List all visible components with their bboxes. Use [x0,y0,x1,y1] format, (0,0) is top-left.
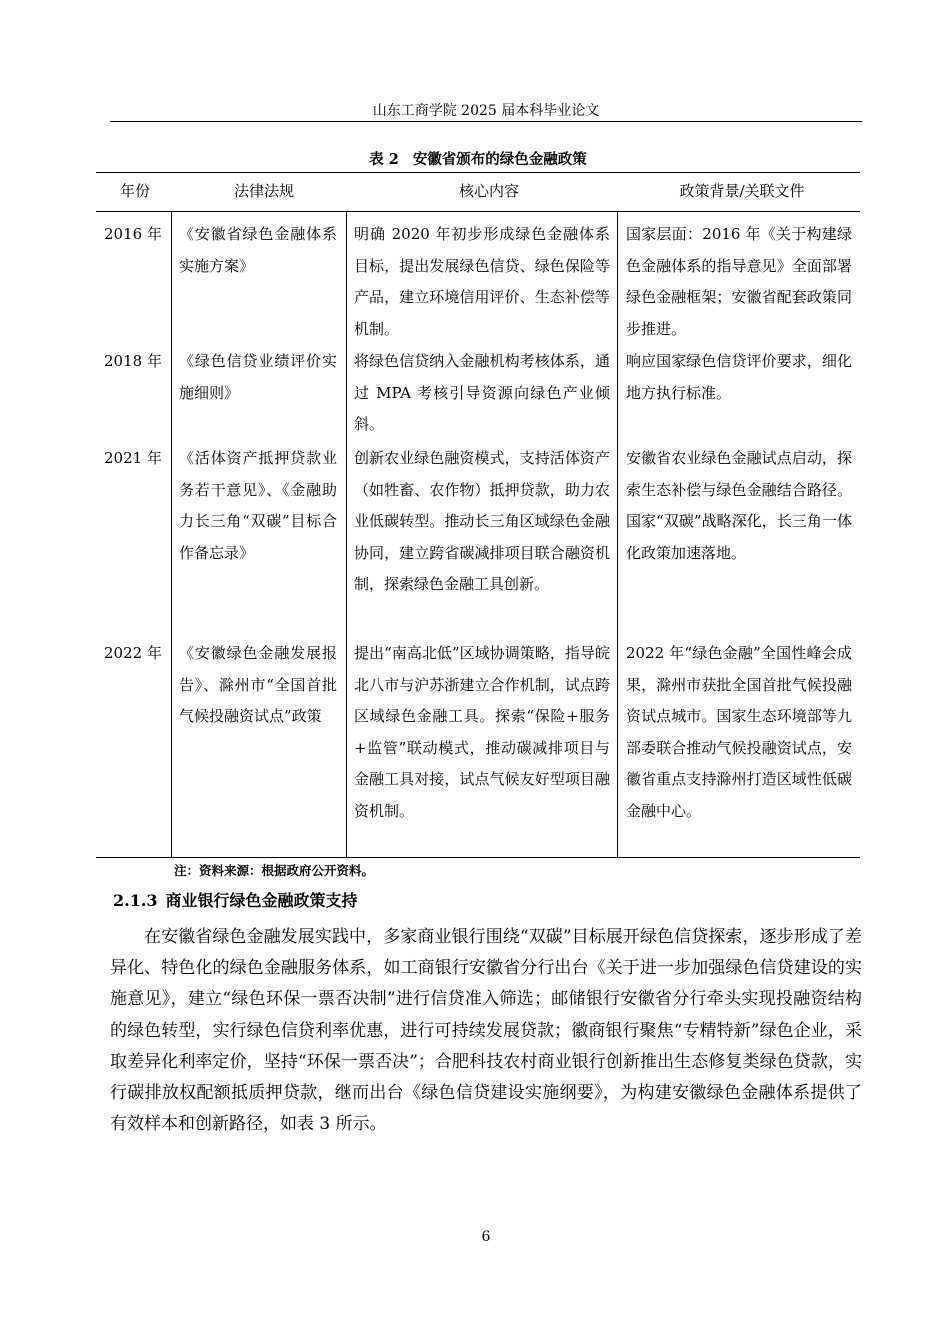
column-divider [346,212,347,858]
table-caption-title: 安徽省颁布的绿色金融政策 [412,151,587,168]
table-cell-core: 提出“南高北低”区域协调策略，指导皖北八市与沪苏浙建立合作机制，试点跨区域绿色金融工具。探索“保险+服务+监管”联动模式，推动碳减排项目与金融工具对接，试点气候友好型项目融资机制。 [354,644,610,820]
column-divider [171,212,172,858]
table-cell-year: 2022 年 [104,644,162,662]
column-divider [617,212,618,858]
table-caption-number: 表 2 [369,151,399,168]
table-cell-background: 安徽省农业绿色金融试点启动，探索生态补偿与绿色金融结合路径。国家“双碳”战略深化，长三角一体化政策加速落地。 [626,449,852,562]
table-note: 注：资料来源：根据政府公开资料。 [174,863,375,878]
table-cell-background: 2022 年“绿色金融”全国性峰会成果，滁州市获批全国首批气候投融资试点城市。国家生态环境部等九部委联合推动气候投融资试点，安徽省重点支持滁州打造区域性低碳金融中心。 [626,644,852,820]
column-header-core: 核心内容 [458,182,519,200]
table-cell-year: 2016 年 [104,225,162,243]
section-title: 商业银行绿色金融政策支持 [165,891,358,910]
table-cell-core: 明确 2020 年初步形成绿色金融体系目标，提出发展绿色信贷、绿色保险等产品，建立环境信用评价、生态补偿等机制。 [354,225,610,338]
table-cell-year: 2018 年 [104,352,162,370]
section-number: 2.1.3 [113,891,158,910]
table-caption [96,150,860,170]
table-cell-law: 《安徽省绿色金融体系实施方案》 [179,225,337,275]
column-header-background: 政策背景/关联文件 [679,182,805,200]
table-bottom-rule [96,857,860,858]
table-header-row [96,172,860,212]
body-paragraph: 在安徽省绿色金融发展实践中，多家商业银行围绕“双碳”目标展开绿色信贷探索，逐步形成了差异化、特色化的绿色金融服务体系，如工商银行安徽省分行出台《关于进一步加强绿色信贷建设的实施意见》，建立“绿色环保一票否决制”进行信贷准入筛选；邮储银行安徽省分行牵头实现投融资结构的绿色转型，实行绿色信贷利率优惠，进行可持续发展贷款；徽商银行聚焦“专精特新”绿色企业，采取差异化利率定价，坚持“环保一票否决”；合肥科技农村商业银行创新推出生态修复类绿色贷款，实行碳排放权配额抵质押贷款，继而出台《绿色信贷建设实施纲要》，为构建安徽绿色金融体系提供了有效样本和创新路径，如表 3 所示。 [110,927,862,1135]
table-cell-core: 将绿色信贷纳入金融机构考核体系，通过 MPA 考核引导资源向绿色产业倾斜。 [354,352,610,433]
table-cell-law: 《安徽绿色金融发展报告》、滁州市“全国首批气候投融资试点”政策 [179,644,337,725]
section-heading [113,890,358,912]
page-number: 6 [481,1229,491,1245]
table-cell-core: 创新农业绿色融资模式，支持活体资产（如牲畜、农作物）抵押贷款，助力农业低碳转型。推动长三角区域绿色金融协同，建立跨省碳减排项目联合融资机制，探索绿色金融工具创新。 [354,449,610,593]
running-header: 山东工商学院 2025 届本科毕业论文 [372,103,600,119]
header-rule [110,121,862,122]
column-header-law: 法律法规 [233,182,294,200]
table-cell-law: 《活体资产抵押贷款业务若干意见》、《金融助力长三角“双碳”目标合作备忘录》 [179,449,337,562]
table-cell-law: 《绿色信贷业绩评价实施细则》 [179,352,337,402]
table-cell-year: 2021 年 [104,449,162,467]
table-cell-background: 国家层面：2016 年《关于构建绿色金融体系的指导意见》全面部署绿色金融框架；安徽省配套政策同步推进。 [626,225,852,338]
table-cell-background: 响应国家绿色信贷评价要求，细化地方执行标准。 [626,352,852,402]
column-header-year: 年份 [119,182,150,200]
